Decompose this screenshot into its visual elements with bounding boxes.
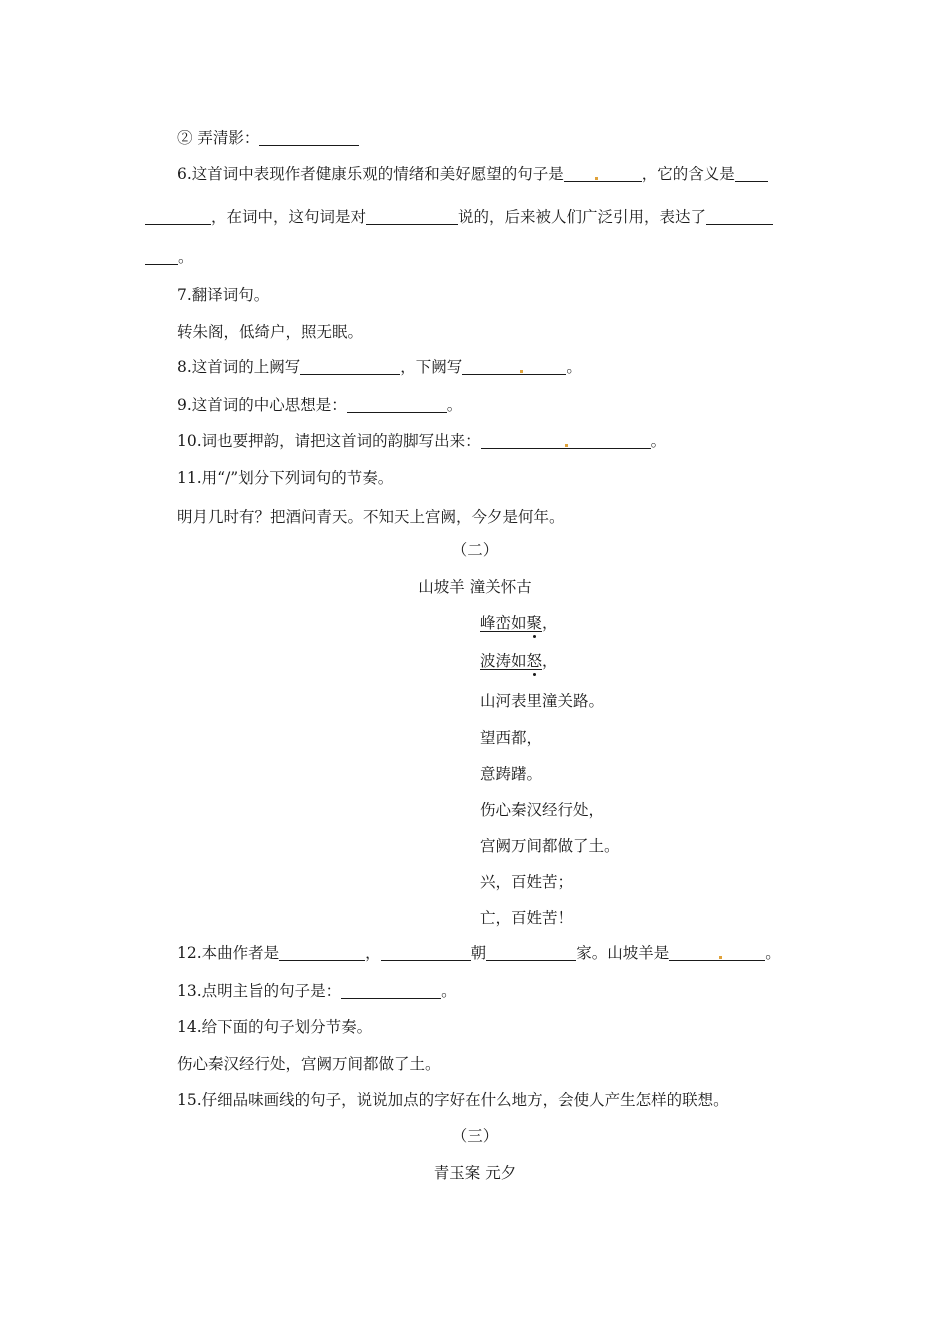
q12-text-3: 朝	[470, 944, 487, 962]
poem-line-2-punct: ，	[542, 652, 558, 670]
answer-blank[interactable]	[347, 396, 447, 413]
poem-title: 山坡羊 潼关怀古	[418, 578, 532, 596]
question-6-line-1	[177, 163, 768, 185]
answer-blank[interactable]	[145, 208, 211, 225]
answer-blank[interactable]	[735, 165, 768, 182]
question-6-line-2	[145, 206, 773, 228]
q6-text-3: ，在词中，这句词是对	[211, 208, 367, 226]
poem-line-1	[480, 612, 558, 634]
answer-blank[interactable]	[145, 248, 178, 265]
q6-text-4: 说的，后来被人们广泛引用，表达了	[458, 208, 707, 226]
q5-item-2-text: ② 弄清影：	[177, 129, 260, 147]
q6-end: 。	[178, 248, 194, 266]
question-14-title: 14.给下面的句子划分节奏。	[177, 1018, 373, 1036]
q12-end: 。	[765, 944, 781, 962]
q10-end: 。	[650, 432, 667, 450]
poem-title-3: 青玉案 元夕	[433, 1164, 517, 1182]
question-7-sentence: 转朱阁，低绮户，照无眠。	[177, 323, 364, 341]
question-9	[177, 394, 462, 416]
poem-line-1-text: 峰峦如	[480, 614, 527, 632]
poem-line-2	[480, 650, 558, 672]
poem-line-8: 兴，百姓苦；	[480, 873, 574, 891]
question-10	[177, 430, 666, 452]
underlined-phrase	[480, 614, 542, 632]
q9-end: 。	[446, 396, 463, 414]
question-13	[177, 980, 457, 1002]
q10-text-1: 10.词也要押韵，请把这首词的韵脚写出来：	[177, 432, 481, 450]
question-15-title: 15.仔细品味画线的句子，说说加点的字好在什么地方，会使人产生怎样的联想。	[177, 1091, 729, 1109]
answer-blank[interactable]	[341, 982, 441, 999]
answer-blank[interactable]	[706, 208, 773, 225]
poem-line-3: 山河表里潼关路。	[480, 692, 605, 710]
question-6-line-3	[145, 246, 194, 268]
answer-blank[interactable]	[366, 208, 458, 225]
answer-blank[interactable]	[564, 165, 642, 182]
question-7-title: 7.翻译词句。	[177, 286, 270, 304]
poem-line-6: 伤心秦汉经行处，	[480, 801, 605, 819]
q6-text-2: ，它的含义是	[641, 165, 735, 183]
q8-end: 。	[566, 358, 582, 376]
dotted-character: 聚	[526, 614, 543, 632]
answer-blank[interactable]	[300, 358, 400, 375]
poem-line-5: 意踌躇。	[480, 765, 543, 783]
answer-blank[interactable]	[669, 944, 765, 961]
poem-line-4: 望西都，	[480, 729, 543, 747]
question-8	[177, 356, 582, 378]
q12-text-4: 家。山坡羊是	[576, 944, 670, 962]
q6-text-1: 6.这首词中表现作者健康乐观的情绪和美好愿望的句子是	[177, 165, 564, 183]
answer-blank[interactable]	[259, 129, 359, 146]
section-3-heading: （三）	[451, 1127, 499, 1145]
answer-blank[interactable]	[279, 944, 365, 961]
q5-item-2	[177, 127, 359, 149]
underlined-phrase	[480, 652, 542, 670]
poem-line-2-text: 波涛如	[480, 652, 527, 670]
section-2-heading: （二）	[451, 541, 499, 559]
answer-blank[interactable]	[462, 358, 566, 375]
poem-line-7: 宫阙万间都做了土。	[480, 837, 620, 855]
poem-line-9: 亡，百姓苦！	[480, 909, 574, 927]
question-11-title: 11.用“/”划分下列词句的节奏。	[177, 469, 394, 487]
question-14-sentence: 伤心秦汉经行处，宫阙万间都做了土。	[177, 1055, 441, 1073]
answer-blank[interactable]	[381, 944, 471, 961]
q8-text-1: 8.这首词的上阙写	[177, 358, 301, 376]
q12-text-1: 12.本曲作者是	[177, 944, 280, 962]
question-11-sentence: 明月几时有？把酒问青天。不知天上宫阙，今夕是何年。	[177, 508, 565, 526]
q13-text-1: 13.点明主旨的句子是：	[177, 982, 342, 1000]
q8-text-2: ，下阙写	[400, 358, 463, 376]
dotted-character: 怒	[526, 652, 543, 670]
answer-blank[interactable]	[481, 432, 651, 449]
q13-end: 。	[441, 982, 457, 1000]
poem-line-1-punct: ，	[542, 614, 558, 632]
question-12	[177, 942, 781, 964]
q12-text-2: ，	[365, 944, 381, 962]
answer-blank[interactable]	[486, 944, 576, 961]
q9-text-1: 9.这首词的中心思想是：	[177, 396, 347, 414]
